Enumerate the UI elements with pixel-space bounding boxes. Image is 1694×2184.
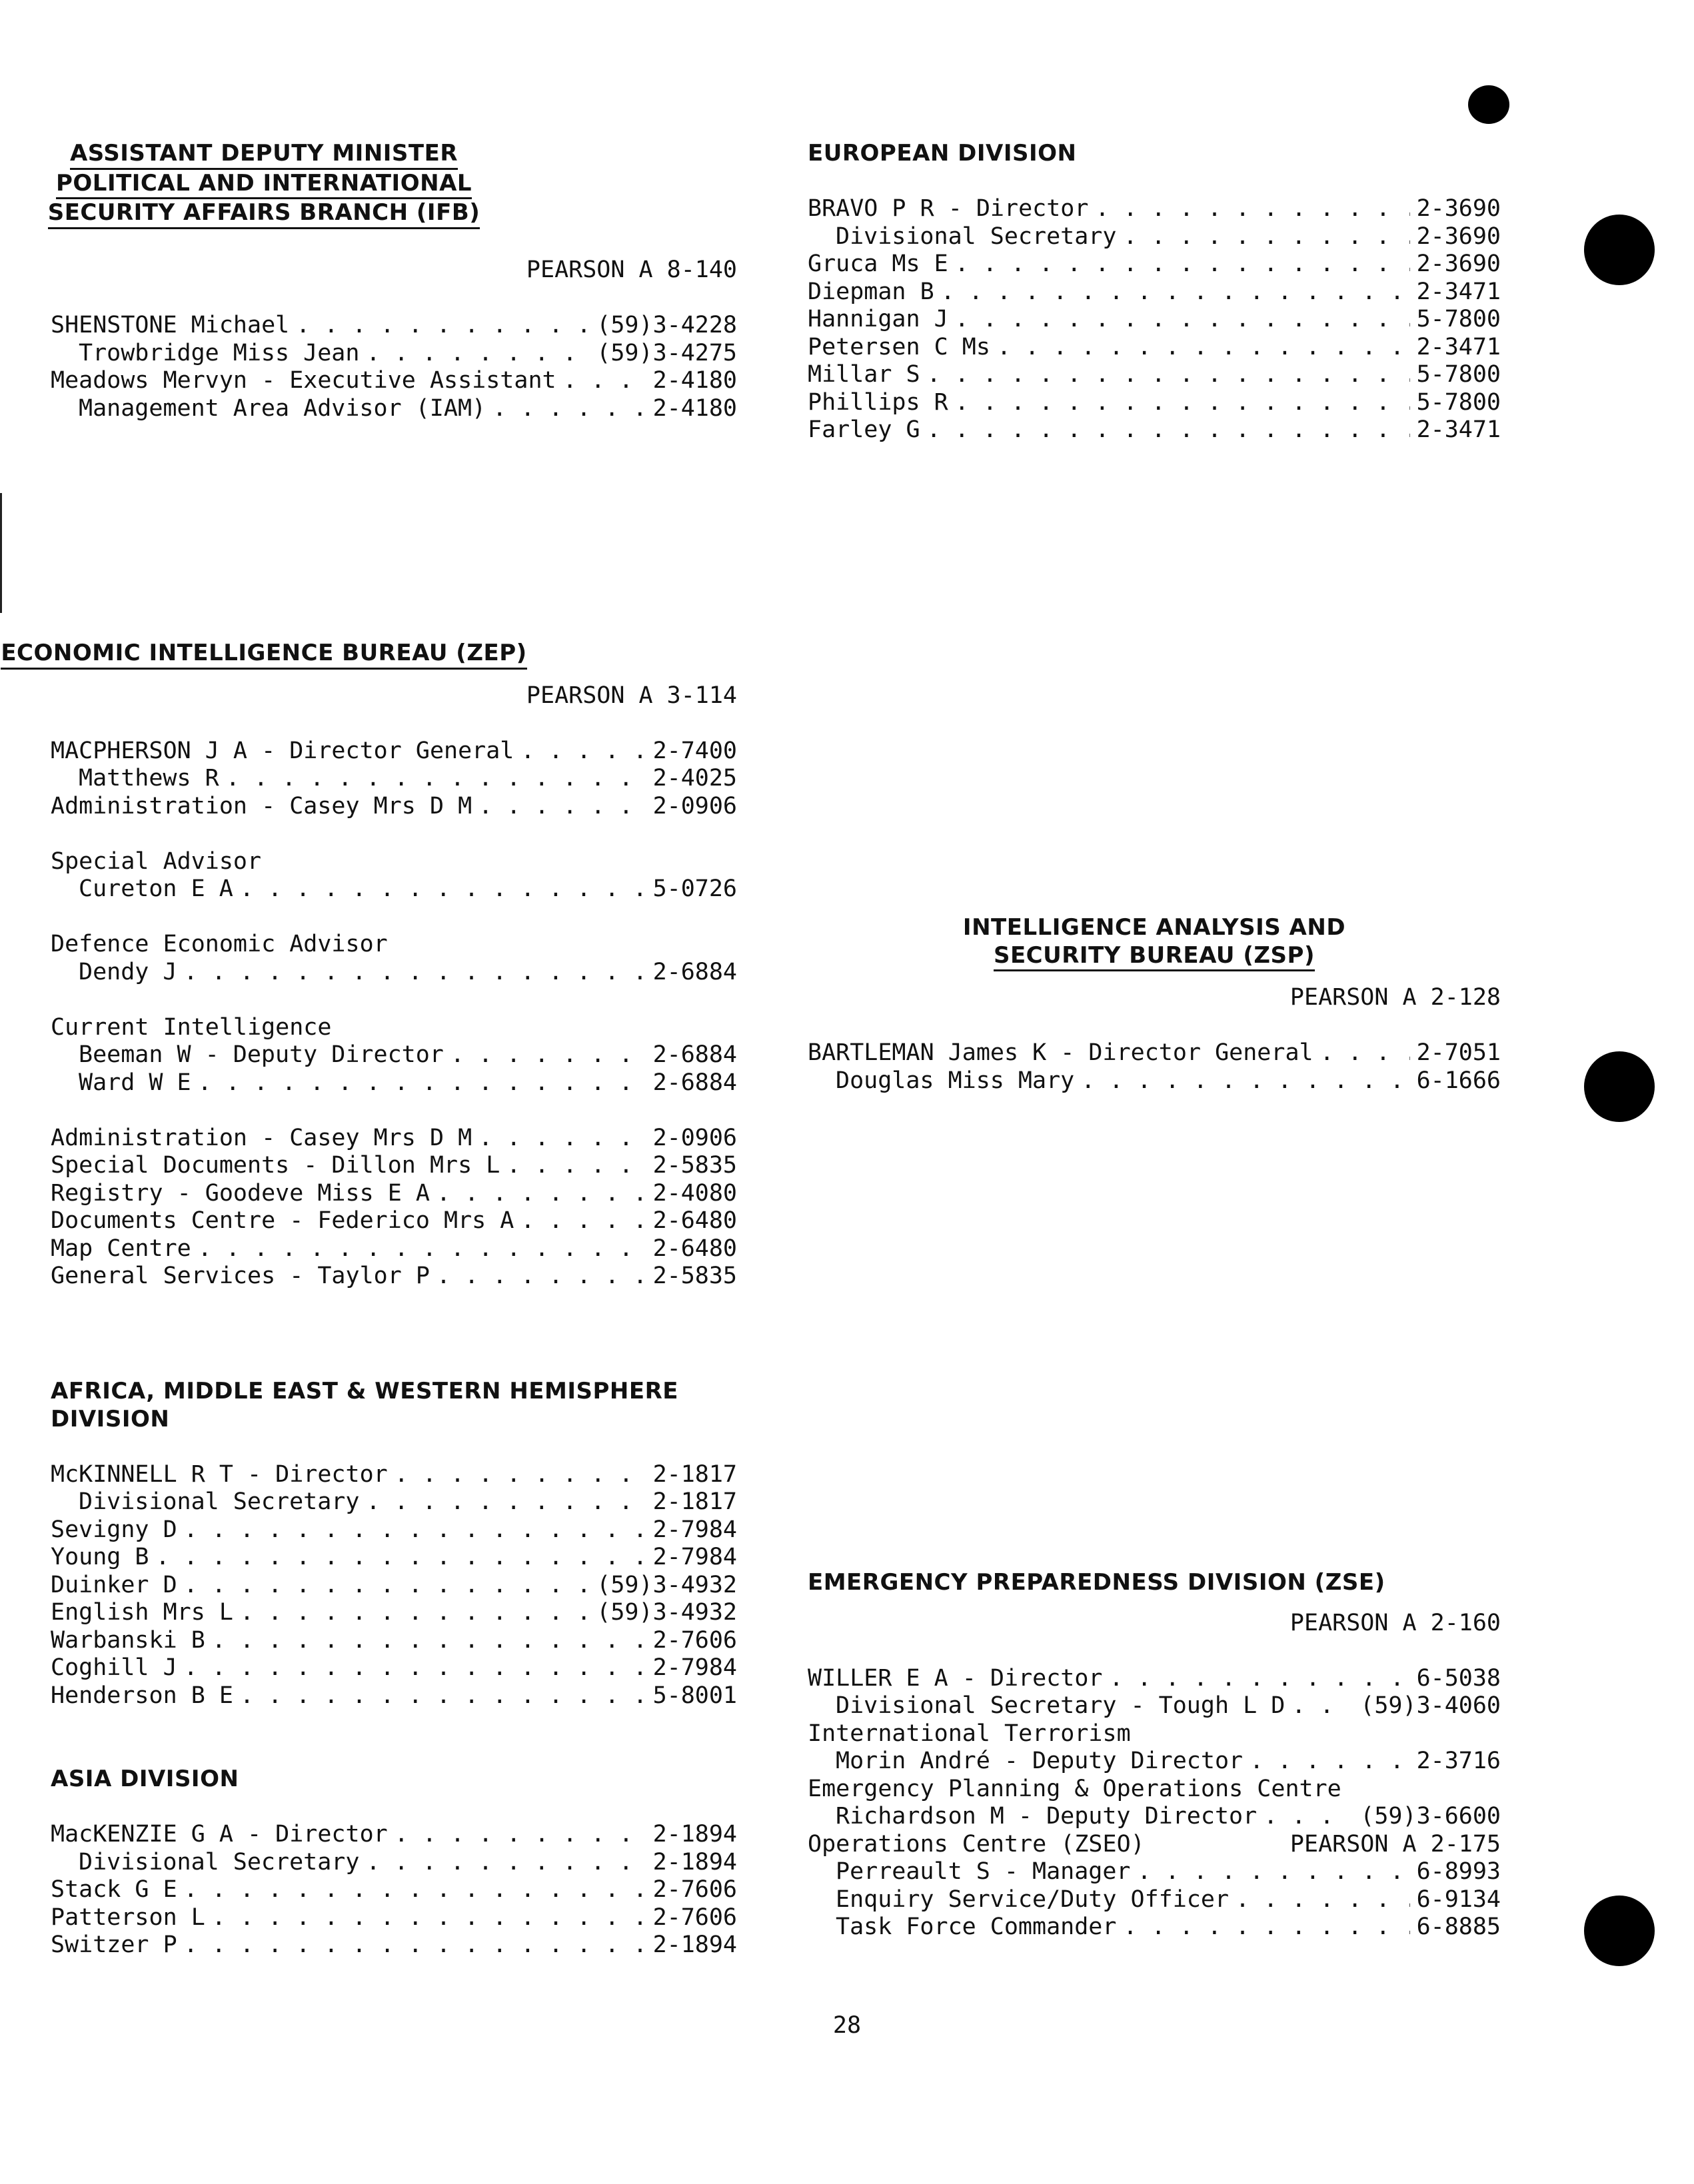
european-title: EUROPEAN DIVISION (808, 140, 1077, 167)
list-item (51, 1599, 737, 1627)
entry-name: Divisional Secretary (79, 1488, 360, 1515)
entry-name: Meadows Mervyn - Executive Assistant (51, 367, 556, 394)
ops-centre-location: PEARSON A 2-175 (1289, 1830, 1501, 1858)
european-section (808, 140, 1501, 444)
entry-phone: (59)3-4060 (1360, 1692, 1501, 1719)
entry-name: Special Documents - Dillon Mrs L (51, 1152, 500, 1179)
entry-name: Duinker D (51, 1571, 177, 1598)
entry-name: Divisional Secretary - Tough L D (836, 1692, 1285, 1719)
entry-name: Patterson L (51, 1904, 205, 1931)
zsp-title-line-2: SECURITY BUREAU (ZSP) (994, 942, 1315, 972)
entry-name: Gruca Ms E (808, 251, 948, 277)
asia-title: ASIA DIVISION (51, 1766, 239, 1792)
list-item (51, 1152, 737, 1180)
entry-name: MACPHERSON J A - Director General (51, 737, 514, 764)
list-item (51, 1235, 737, 1263)
list-item (51, 1821, 737, 1849)
entry-name: Map Centre (51, 1235, 191, 1262)
list-item (51, 1849, 737, 1877)
entry-name: Stack G E (51, 1876, 177, 1903)
list-item (808, 223, 1501, 251)
entry-name: Perreault S - Manager (836, 1858, 1131, 1885)
entry-name: Matthews R (79, 765, 219, 792)
entry-name: Henderson B E (51, 1682, 233, 1709)
entry-name: Task Force Commander (836, 1913, 1117, 1940)
ifb-title-line-1: ASSISTANT DEPUTY MINISTER (70, 140, 458, 170)
list-item (51, 1041, 737, 1069)
entry-phone: (59)3-4275 (596, 339, 737, 366)
entry-name: Ward W E (79, 1069, 191, 1096)
list-item (51, 875, 737, 903)
entry-phone: 2-4180 (652, 394, 737, 422)
entry-name: Divisional Secretary (836, 223, 1117, 250)
list-item (808, 1858, 1501, 1886)
ifb-section (47, 140, 737, 422)
list-item (51, 1069, 737, 1097)
ops-centre-label: Operations Centre (ZSEO) (808, 1830, 1145, 1858)
entry-phone: 5-0726 (652, 875, 737, 902)
entry-phone: 2-1894 (652, 1931, 737, 1958)
entry-name: BRAVO P R - Director (808, 195, 1089, 222)
entry-name: Hannigan J (808, 306, 948, 332)
entry-phone: 2-3716 (1416, 1748, 1501, 1774)
entry-name: Dendy J (79, 958, 177, 985)
entry-phone: 6-1666 (1416, 1067, 1501, 1094)
list-item (51, 1125, 737, 1153)
list-item (808, 1886, 1501, 1914)
entry-phone: 2-1817 (652, 1460, 737, 1488)
list-item (51, 1516, 737, 1544)
list-item (808, 389, 1501, 417)
entry-phone: 2-3471 (1416, 416, 1501, 443)
ifb-title-line-3: SECURITY AFFAIRS BRANCH (IFB) (48, 199, 480, 229)
entry-phone: 2-7984 (652, 1516, 737, 1543)
list-item (808, 1803, 1501, 1831)
entry-phone: 5-7800 (1416, 361, 1501, 388)
asia-section (51, 1766, 737, 1959)
entry-phone: 2-0906 (652, 1124, 737, 1151)
list-item (808, 361, 1501, 389)
entry-phone: 2-6480 (652, 1207, 737, 1234)
zsp-title-line-1: INTELLIGENCE ANALYSIS AND (962, 914, 1346, 941)
entry-phone: 6-9134 (1416, 1886, 1501, 1913)
entry-name: McKINNELL R T - Director (51, 1460, 388, 1488)
list-item (808, 334, 1501, 362)
zep-title-text: ECONOMIC INTELLIGENCE BUREAU (ZEP) (1, 640, 526, 670)
entry-phone: 2-4080 (652, 1179, 737, 1207)
entry-name: Enquiry Service/Duty Officer (836, 1886, 1230, 1913)
entry-name: Millar S (808, 361, 920, 388)
list-item (51, 1572, 737, 1600)
entry-name: Douglas Miss Mary (836, 1067, 1075, 1094)
entry-phone: 5-8001 (652, 1682, 737, 1709)
entry-phone: 2-3690 (1416, 195, 1501, 222)
africa-title: AFRICA, MIDDLE EAST & WESTERN HEMISPHERE DIVISION (51, 1378, 678, 1432)
entry-phone: 2-1894 (652, 1848, 737, 1876)
punch-hole-3 (1584, 1896, 1655, 1966)
list-item (51, 1461, 737, 1489)
entry-name: Coghill J (51, 1654, 177, 1681)
ifb-title (47, 140, 737, 229)
page-number: 28 (832, 2012, 862, 2039)
left-edge-mark (0, 493, 2, 613)
entry-phone: 2-6884 (652, 1069, 737, 1096)
list-item (51, 1931, 737, 1959)
entry-name: Management Area Advisor (IAM) (79, 394, 486, 422)
list-item (808, 195, 1501, 223)
entry-name: Sevigny D (51, 1516, 177, 1543)
entry-name: Petersen C Ms (808, 333, 990, 360)
list-item (51, 340, 737, 368)
entry-phone: (59)3-4932 (596, 1571, 737, 1598)
entry-name: English Mrs L (51, 1599, 233, 1626)
list-item (808, 1913, 1501, 1941)
entry-phone: 2-4180 (652, 367, 737, 394)
list-item (51, 395, 737, 423)
entry-name: Switzer P (51, 1931, 177, 1958)
current-intelligence-label: Current Intelligence (51, 1013, 332, 1041)
entry-phone: 2-1894 (652, 1821, 737, 1848)
list-item (808, 1067, 1501, 1095)
list-item (808, 251, 1501, 278)
entry-phone: 2-7984 (652, 1544, 737, 1570)
entry-phone: 5-7800 (1416, 306, 1501, 332)
entry-phone: 2-7051 (1416, 1039, 1501, 1066)
list-item (51, 1207, 737, 1235)
entry-name: Phillips R (808, 388, 948, 416)
zse-location: PEARSON A 2-160 (1289, 1609, 1501, 1636)
list-item (51, 959, 737, 987)
entry-name: Administration - Casey Mrs D M (51, 1124, 472, 1151)
list-item (51, 765, 737, 793)
ops-centre-row (808, 1831, 1501, 1859)
defence-label: Defence Economic Advisor (51, 931, 388, 957)
list-item (51, 1876, 737, 1904)
zep-section (1, 640, 737, 1291)
entry-phone: 6-5038 (1416, 1664, 1501, 1692)
entry-phone: 2-6884 (652, 958, 737, 985)
entry-phone: 2-5835 (652, 1152, 737, 1179)
list-item (808, 1748, 1501, 1776)
zsp-section (808, 914, 1501, 1095)
list-item (51, 1180, 737, 1208)
entry-name: Cureton E A (79, 875, 233, 902)
list-item (808, 416, 1501, 444)
entry-phone: 2-6884 (652, 1041, 737, 1068)
ifb-location: PEARSON A 8-140 (526, 257, 737, 283)
entry-phone: 2-7606 (652, 1626, 737, 1654)
entry-name: Administration - Casey Mrs D M (51, 792, 472, 819)
entry-phone: (59)3-4228 (596, 312, 737, 338)
africa-section (51, 1378, 737, 1710)
entry-name: General Services - Taylor P (51, 1263, 430, 1289)
entry-name: Trowbridge Miss Jean (79, 339, 360, 366)
list-item (808, 306, 1501, 334)
entry-name: MacKENZIE G A - Director (51, 1821, 388, 1848)
entry-phone: 6-8993 (1416, 1858, 1501, 1885)
entry-phone: 2-4025 (652, 765, 737, 792)
list-item (51, 1488, 737, 1516)
list-item (51, 1627, 737, 1655)
zsp-location: PEARSON A 2-128 (1289, 984, 1501, 1011)
list-item (51, 312, 737, 340)
list-item (51, 1682, 737, 1710)
list-item (51, 793, 737, 821)
entry-phone: 5-7800 (1416, 388, 1501, 416)
entry-phone: 2-7400 (652, 737, 737, 764)
ifb-title-line-2: POLITICAL AND INTERNATIONAL (56, 170, 472, 200)
terrorism-label: International Terrorism (808, 1720, 1131, 1747)
entry-name: Documents Centre - Federico Mrs A (51, 1207, 514, 1234)
entry-phone: 2-6480 (652, 1235, 737, 1262)
punch-hole-1 (1584, 215, 1655, 285)
zsp-title (808, 914, 1501, 971)
zep-location: PEARSON A 3-114 (526, 682, 737, 709)
entry-name: Farley G (808, 416, 920, 443)
entry-name: BARTLEMAN James K - Director General (808, 1039, 1313, 1066)
list-item (808, 1665, 1501, 1693)
zse-section (808, 1569, 1501, 1941)
entry-name: Warbanski B (51, 1626, 205, 1654)
entry-name: Beeman W - Deputy Director (79, 1041, 444, 1068)
entry-name: SHENSTONE Michael (51, 312, 290, 338)
punch-hole-2 (1584, 1051, 1655, 1122)
entry-name: Divisional Secretary (79, 1848, 360, 1876)
entry-name: Morin André - Deputy Director (836, 1748, 1244, 1774)
list-item (51, 738, 737, 766)
entry-name: WILLER E A - Director (808, 1664, 1103, 1692)
entry-phone: 2-3690 (1416, 223, 1501, 250)
entry-phone: (59)3-6600 (1360, 1803, 1501, 1830)
entry-phone: 2-3471 (1416, 333, 1501, 360)
entry-phone: 2-7984 (652, 1654, 737, 1681)
entry-phone: 2-3471 (1416, 278, 1501, 305)
entry-name: Richardson M - Deputy Director (836, 1803, 1258, 1830)
ink-spot (1468, 85, 1509, 124)
list-item (51, 367, 737, 395)
list-item (51, 1654, 737, 1682)
special-advisor-label: Special Advisor (51, 847, 262, 875)
entry-phone: 2-3690 (1416, 251, 1501, 277)
list-item (51, 1544, 737, 1572)
entry-phone: (59)3-4932 (596, 1599, 737, 1626)
list-item (51, 1263, 737, 1291)
entry-phone: 2-7606 (652, 1904, 737, 1931)
list-item (808, 1692, 1501, 1720)
entry-name: Registry - Goodeve Miss E A (51, 1179, 430, 1207)
zep-title (1, 640, 737, 670)
list-item (808, 278, 1501, 306)
list-item (51, 1904, 737, 1932)
entry-name: Young B (51, 1544, 149, 1570)
entry-phone: 6-8885 (1416, 1913, 1501, 1940)
zse-title: EMERGENCY PREPAREDNESS DIVISION (ZSE) (808, 1569, 1385, 1596)
entry-phone: 2-0906 (652, 792, 737, 819)
entry-phone: 2-1817 (652, 1488, 737, 1515)
list-item (808, 1039, 1501, 1067)
epoc-label: Emergency Planning & Operations Centre (808, 1775, 1341, 1802)
entry-name: Diepman B (808, 278, 934, 305)
entry-phone: 2-5835 (652, 1263, 737, 1289)
entry-phone: 2-7606 (652, 1876, 737, 1903)
